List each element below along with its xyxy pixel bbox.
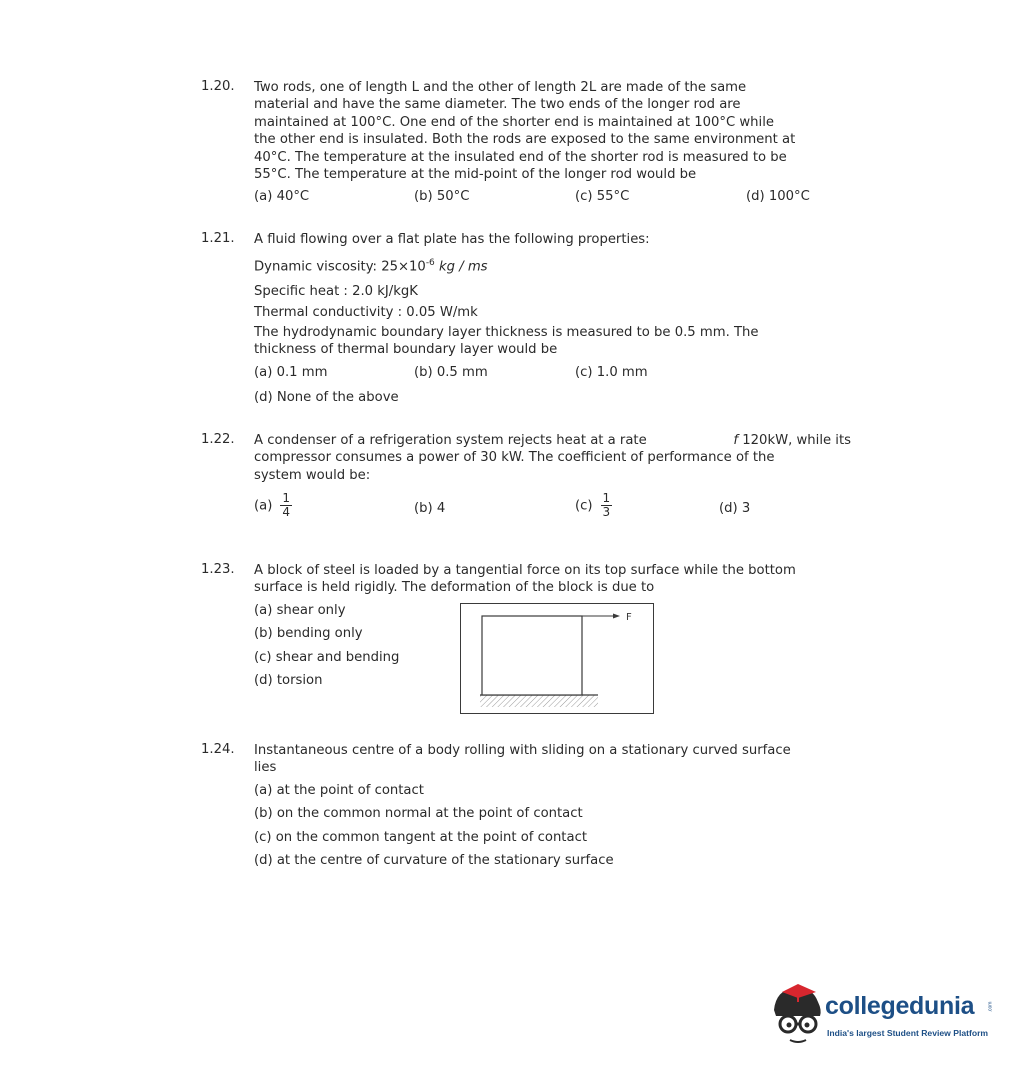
option-a[interactable]: (a) shear only bbox=[254, 602, 346, 618]
stem-line: Instantaneous centre of a body rolling with sliding on a stationary curved surface bbox=[254, 743, 791, 758]
option-d[interactable]: (d) 100°C bbox=[746, 189, 810, 205]
option-label: (c) bbox=[575, 498, 593, 514]
option-d[interactable]: (d) torsion bbox=[254, 673, 323, 689]
brand-tagline: India's largest Student Review Platform bbox=[827, 1028, 989, 1038]
option-c[interactable]: (c) shear and bending bbox=[254, 649, 400, 665]
option-c[interactable]: (c) 1.0 mm bbox=[575, 364, 648, 380]
stem-line: system would be: bbox=[254, 467, 371, 483]
viscosity-line bbox=[254, 255, 851, 276]
question-stem bbox=[254, 79, 851, 183]
stem-text: 120kW, while its bbox=[742, 433, 851, 448]
question-number: 1.20. bbox=[201, 79, 235, 94]
specific-heat-line: Specific heat : 2.0 kJ/kgK bbox=[254, 284, 418, 300]
option-b[interactable]: (b) 50°C bbox=[414, 189, 470, 205]
stem-line: 55°C. The temperature at the mid-point of the longer rod would be bbox=[254, 167, 697, 183]
denominator: 3 bbox=[602, 505, 611, 520]
option-d[interactable]: (d) None of the above bbox=[254, 389, 399, 405]
viscosity-unit: kg / ms bbox=[439, 259, 488, 275]
question-1-21 bbox=[201, 231, 851, 409]
fixed-ground bbox=[480, 695, 598, 707]
stem-line: Two rods, one of length L and the other of length 2L are made of the same bbox=[254, 80, 747, 95]
viscosity-exponent: -6 bbox=[425, 258, 435, 269]
option-label: (a) bbox=[254, 498, 273, 514]
options-list bbox=[254, 779, 851, 873]
question-1-22 bbox=[201, 432, 851, 526]
brand-name: collegedunia bbox=[825, 992, 975, 1020]
option-a[interactable]: (a) 0.1 mm bbox=[254, 364, 328, 380]
option-a[interactable]: (a) at the point of contact bbox=[254, 782, 424, 798]
fraction bbox=[601, 492, 613, 519]
question-body bbox=[254, 79, 851, 207]
question-stem bbox=[254, 742, 851, 777]
stem-line: 40°C. The temperature at the insulated end of the shorter rod is measured to be bbox=[254, 149, 787, 165]
question-stem bbox=[254, 324, 851, 359]
stem-text: A condenser of a refrigeration system rejects heat at a rate bbox=[254, 433, 647, 448]
brand-suffix: .com bbox=[987, 1001, 994, 1013]
denominator: 4 bbox=[282, 505, 291, 520]
question-intro: A fluid flowing over a flat plate has the following properties: bbox=[254, 232, 650, 247]
options-row bbox=[254, 189, 851, 207]
question-body bbox=[254, 231, 851, 409]
question-number: 1.23. bbox=[201, 562, 235, 577]
question-body bbox=[254, 432, 851, 526]
force-label: F bbox=[626, 612, 632, 623]
option-c[interactable] bbox=[575, 492, 612, 519]
stem-line: lies bbox=[254, 760, 277, 776]
option-c[interactable]: (c) on the common tangent at the point of contact bbox=[254, 829, 587, 845]
option-a[interactable]: (a) 40°C bbox=[254, 189, 310, 205]
question-stem bbox=[254, 432, 851, 484]
question-number: 1.24. bbox=[201, 742, 235, 757]
question-1-20 bbox=[201, 79, 851, 207]
rate-symbol: f bbox=[733, 433, 739, 448]
steel-block bbox=[482, 616, 582, 695]
force-arrow-icon bbox=[613, 614, 620, 619]
question-number: 1.22. bbox=[201, 432, 235, 447]
stem-line bbox=[254, 432, 851, 449]
numerator: 1 bbox=[282, 491, 291, 506]
options-row bbox=[254, 492, 851, 526]
option-b[interactable]: (b) bending only bbox=[254, 626, 363, 642]
option-b[interactable]: (b) 0.5 mm bbox=[414, 364, 488, 380]
fraction bbox=[280, 492, 292, 519]
stem-line: surface is held rigidly. The deformation of the block is due to bbox=[254, 580, 655, 596]
question-number: 1.21. bbox=[201, 231, 235, 246]
block-shear-figure bbox=[460, 603, 654, 714]
stem-line: the other end is insulated. Both the rods are exposed to the same environment at bbox=[254, 132, 796, 148]
stem-line: material and have the same diameter. The two ends of the longer rod are bbox=[254, 97, 741, 113]
conductivity-line: Thermal conductivity : 0.05 W/mk bbox=[254, 304, 478, 320]
question-body bbox=[254, 742, 851, 872]
option-b[interactable]: (b) on the common normal at the point of contact bbox=[254, 806, 583, 822]
stem-line: compressor consumes a power of 30 kW. The coefficient of performance of the bbox=[254, 450, 775, 466]
option-b[interactable]: (b) 4 bbox=[414, 501, 446, 517]
option-c[interactable]: (c) 55°C bbox=[575, 189, 630, 205]
numerator: 1 bbox=[602, 491, 611, 506]
question-stem bbox=[254, 562, 851, 597]
stem-line: A block of steel is loaded by a tangential force on its top surface while the bottom bbox=[254, 563, 796, 578]
stem-line: The hydrodynamic boundary layer thickness is measured to be 0.5 mm. The bbox=[254, 325, 759, 341]
question-1-24 bbox=[201, 742, 851, 872]
option-a[interactable] bbox=[254, 492, 292, 519]
options-row bbox=[254, 365, 851, 383]
stem-line: maintained at 100°C. One end of the shorter end is maintained at 100°C while bbox=[254, 114, 774, 130]
viscosity-label: Dynamic viscosity: 25×10 bbox=[254, 259, 426, 275]
option-d[interactable]: (d) at the centre of curvature of the stationary surface bbox=[254, 853, 614, 869]
option-d[interactable]: (d) 3 bbox=[719, 501, 751, 517]
stem-line: thickness of thermal boundary layer would be bbox=[254, 342, 558, 358]
